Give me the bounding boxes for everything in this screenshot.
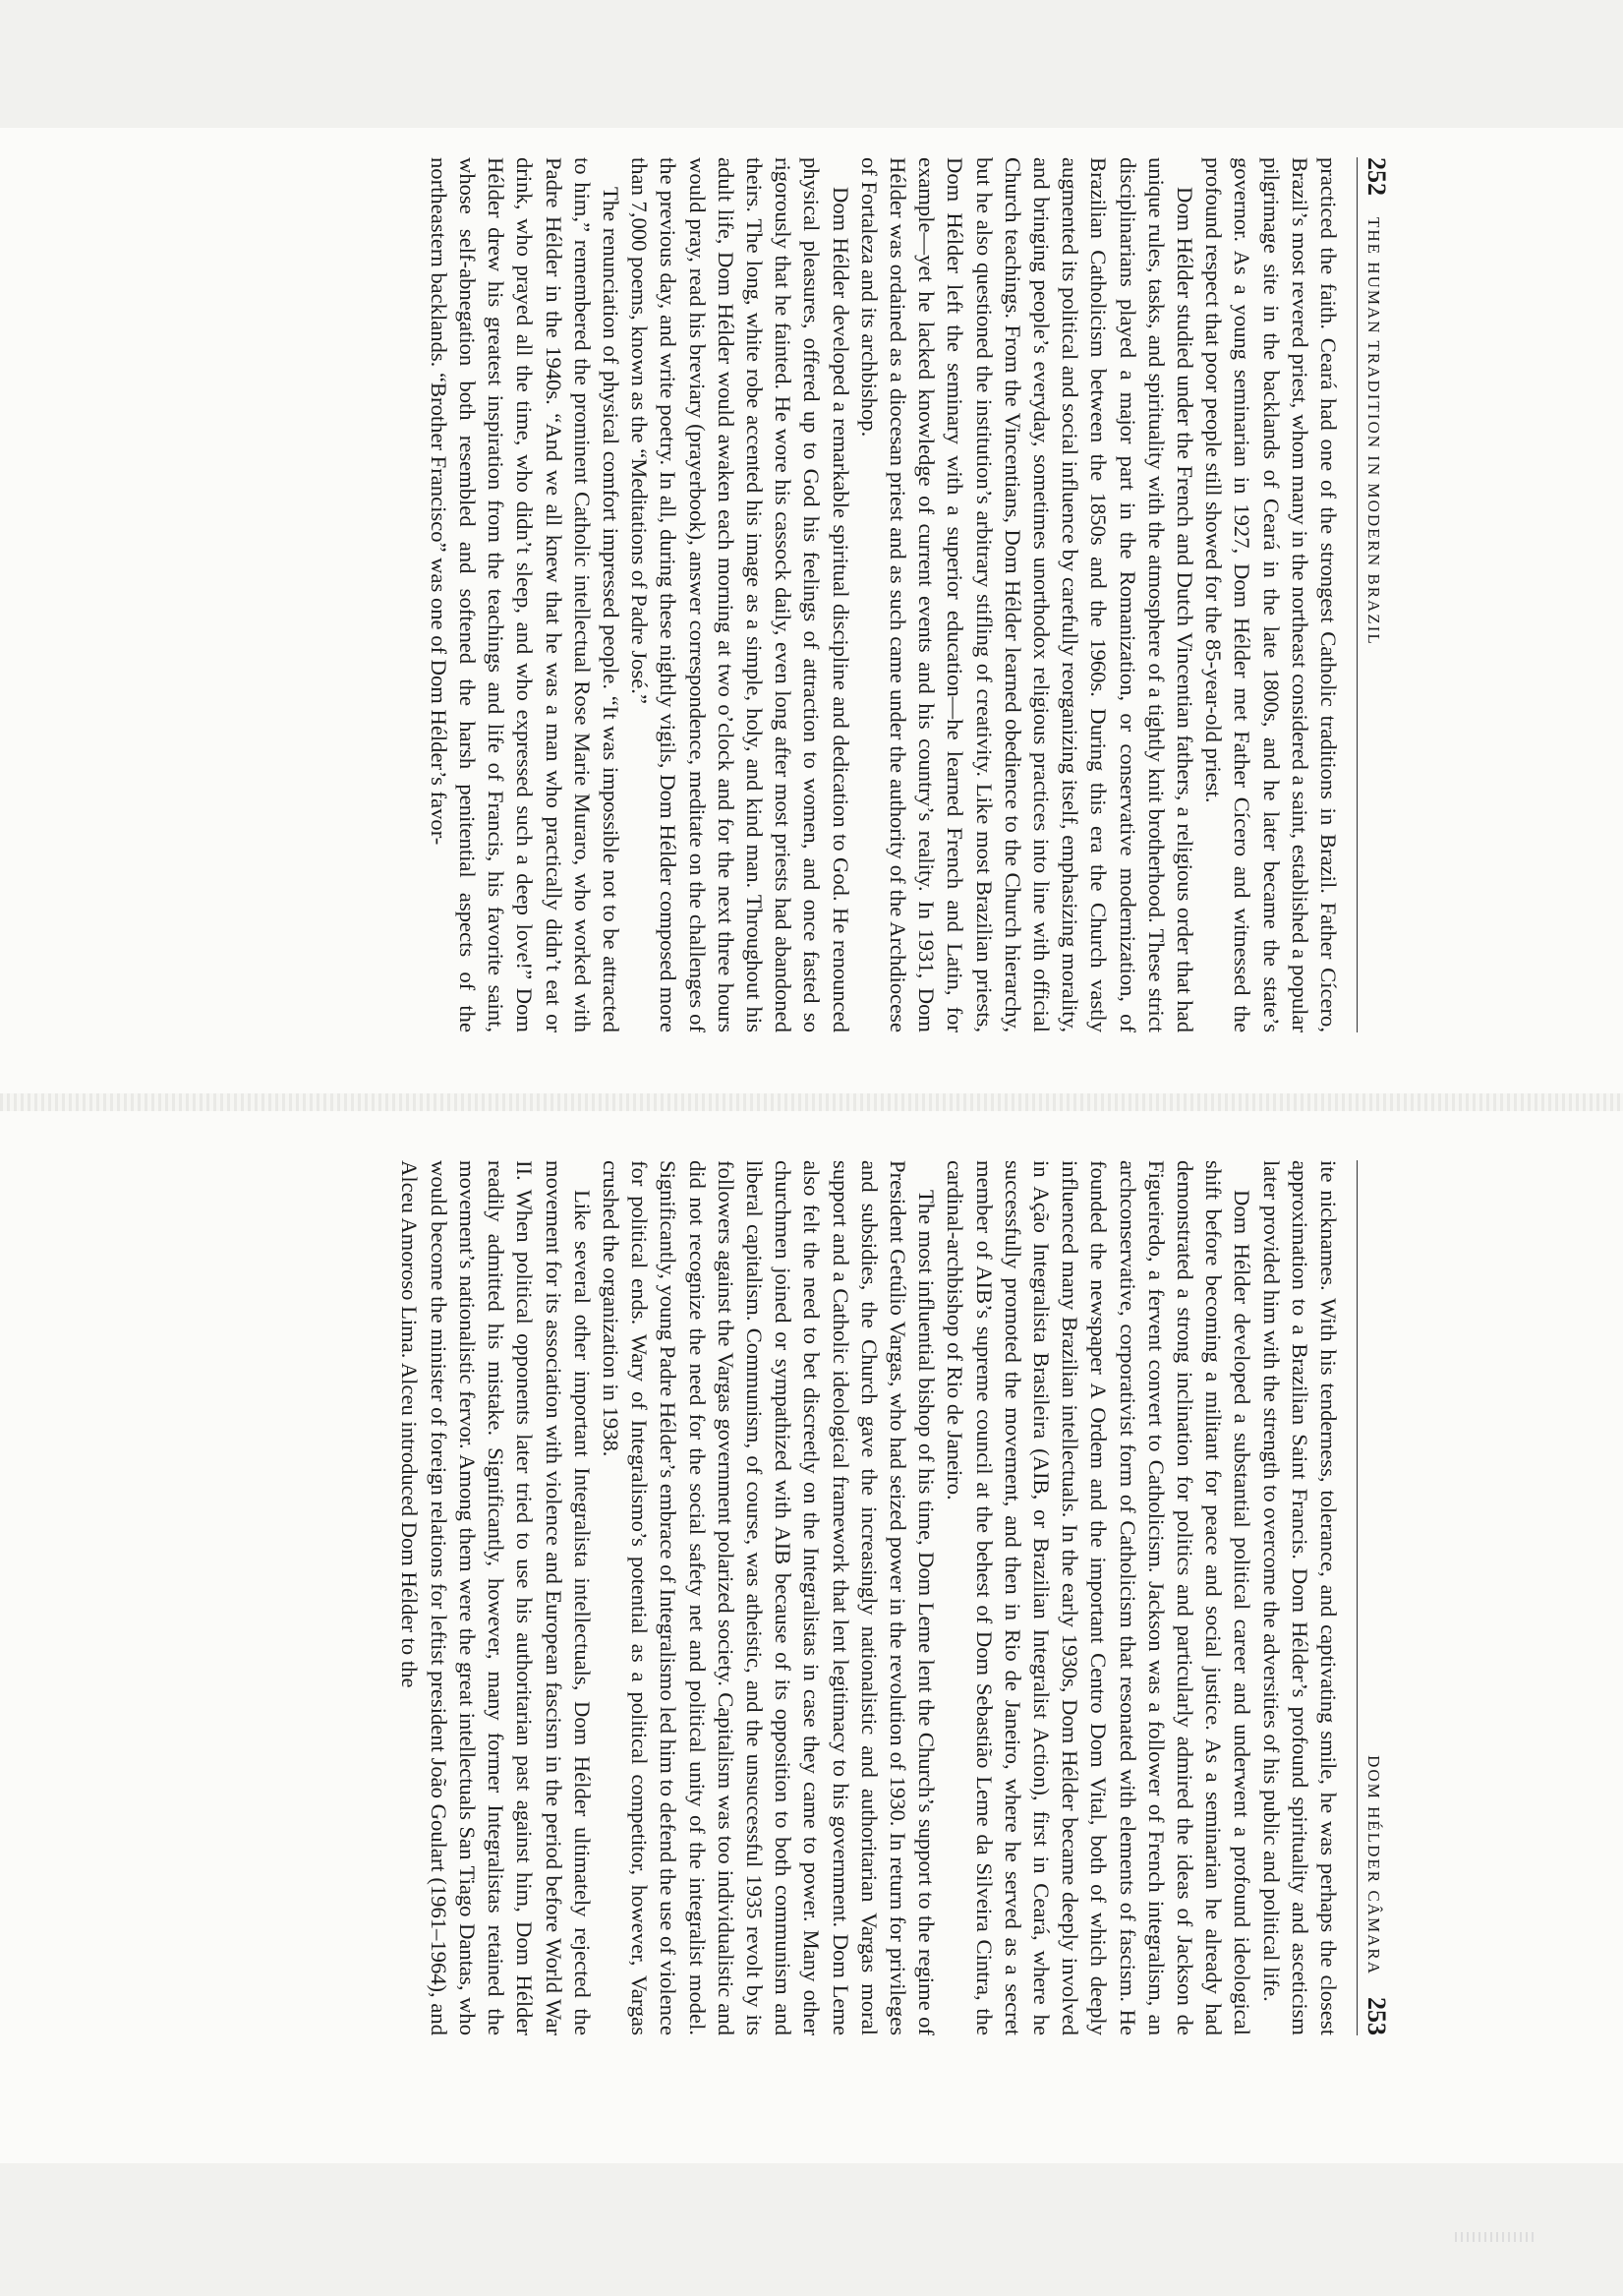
paragraph: practiced the faith. Ceará had one of the strongest Catholic traditions in Brazil. Father Cícero, Brazil’s most revered priest, whom many in the northeast considered a saint, established a popular pilgrimage site in the backlands of Ceará in the late 1800s, and he later became the state’s governor. As a young seminarian in 1927, Dom Hélder met Father Cícero and witnessed the profound respect that poor people still showed for the 85-year-old priest. xyxy=(1201,157,1341,1032)
book-spine-gutter xyxy=(0,1093,1623,1111)
paragraph: The renunciation of physical comfort impressed people. “It was impossible not to be attracted to him,” remembered the prominent Catholic intellectual Rose Marie Muraro, who worked with Padre Hélder in the 1940s. “And we all knew that he was a man who practically didn’t eat or drink, who prayed all the time, who didn’t sleep, and who expressed such a deep love!” Dom Hélder drew his greatest inspiration from the teachings and life of Francis, his favorite saint, whose self-abnegation both resembled and softened the harsh penitential aspects of the northeastern backlands. “Brother Francisco” was one of Dom Hélder’s favor- xyxy=(426,157,623,1032)
right-page xyxy=(39,1160,1391,2035)
scan-margin-top xyxy=(0,0,1623,128)
scan-margin-bottom xyxy=(0,2163,1623,2296)
left-body-text xyxy=(425,157,1344,1032)
right-running-head xyxy=(1357,1160,1391,2035)
left-page xyxy=(39,157,1391,1032)
paragraph: The most influential bishop of his time, Dom Leme lent the Church’s support to the regime of President Getúlio Vargas, who had seized power in the revolution of 1930. In return for privileges and subsidies, the Church gave the increasingly nationalistic and authoritarian Vargas moral support and a Catholic ideological framework that lent legitimacy to his government. Dom Leme also felt the need to bet discreetly on the Integralistas in case they came to power. Many other churchmen joined or sympathized with AIB because of its opposition to both communism and liberal capitalism. Communism, of course, was atheistic, and the unsuccessful 1935 revolt by its followers against the Vargas government polarized society. Capitalism was too individualistic and did not recognize the need for the social safety net and political unity of the integralist model. Significantly, young Padre Hélder’s embrace of Integralismo led him to defend the use of violence for political ends. Wary of Integralismo’s potential as a political competitor, however, Vargas crushed the organization in 1938. xyxy=(598,1160,940,2035)
paragraph: Like several other important Integralista intellectuals, Dom Hélder ultimately rejected the movement for its association with violence and European fascism in the period before World War II. When political opponents later tried to use his authoritarian past against him, Dom Hélder readily admitted his mistake. Significantly, however, many former Integralistas retained the movement’s nationalistic fervor. Among them were the great intellectuals San Tiago Dantas, who would become the minister of foreign relations for leftist president João Goulart (1961–1964), and Alceu Amoroso Lima. Alceu introduced Dom Hélder to the xyxy=(397,1160,595,2035)
right-page-number: 253 xyxy=(1362,1997,1391,2035)
scan-artifact xyxy=(1455,2232,1534,2242)
paragraph: Dom Hélder developed a remarkable spiritual discipline and dedication to God. He renounced physical pleasures, offered up to God his feelings of attraction to women, and once fasted so rigorously that he fainted. He wore his cassock daily, even long after most priests had abandoned theirs. The long, white robe accented his image as a simple, holy, and kind man. Throughout his adult life, Dom Hélder would awaken each morning at two o’clock and for the next three hours would pray, read his breviary (prayerbook), answer correspondence, meditate on the challenges of the previous day, and write poetry. In all, during these nightly vigils, Dom Hélder composed more than 7,000 poems, known as the “Meditations of Padre José.” xyxy=(627,157,853,1032)
paragraph: Dom Hélder studied under the French and Dutch Vincentian fathers, a religious order that had unique rules, tasks, and spirituality with the atmosphere of a tightly knit brotherhood. These strict disciplinarians played a major part in the Romanization, or conservative modernization, of Brazilian Catholicism between the 1850s and the 1960s. During this era the Church vastly augmented its political and social influence by carefully reorganizing itself, emphasizing morality, and bringing people’s everyday, sometimes unorthodox religious practices into line with official Church teachings. From the Vincentians, Dom Hélder learned obedience to the Church hierarchy, but he also questioned the institution’s arbitrary stifling of creativity. Like most Brazilian priests, Dom Hélder left the seminary with a superior education—he learned French and Latin, for example—yet he lacked knowledge of current events and his country’s reality. In 1931, Dom Hélder was ordained as a diocesan priest and as such came under the authority of the Archdiocese of Fortaleza and its archbishop. xyxy=(856,157,1197,1032)
left-running-head xyxy=(1357,157,1391,1032)
left-running-title: THE HUMAN TRADITION IN MODERN BRAZIL xyxy=(1364,217,1383,646)
paragraph: ite nicknames. With his tenderness, tolerance, and captivating smile, he was perhaps the closest approximation to a Brazilian Saint Francis. Dom Hélder’s profound spirituality and asceticism later provided him with the strength to overcome the adversities of his public and political life. xyxy=(1258,1160,1341,2035)
left-page-number: 252 xyxy=(1362,157,1391,196)
right-running-title: DOM HÉLDER CÂMARA xyxy=(1364,1755,1383,1975)
paragraph: Dom Hélder developed a substantial political career and underwent a profound ideological shift before becoming a militant for peace and social justice. As a seminarian he already had demonstrated a strong inclination for politics and particularly admired the ideas of Jackson de Figueiredo, a fervent convert to Catholicism. Jackson was a follower of French integralism, an archconservative, corporativist form of Catholicism that resonated with elements of fascism. He founded the newspaper A Ordem and the important Centro Dom Vital, both of which deeply influenced many Brazilian intellectuals. In the early 1930s, Dom Hélder became deeply involved in Ação Integralista Brasileira (AIB, or Brazilian Integralist Action), first in Ceará, where he successfully promoted the movement, and then in Rio de Janeiro, where he served as a secret member of AIB’s supreme council at the behest of Dom Sebastião Leme da Silveira Cintra, the cardinal-archbishop of Rio de Janeiro. xyxy=(943,1160,1255,2035)
right-body-text xyxy=(395,1160,1343,2035)
